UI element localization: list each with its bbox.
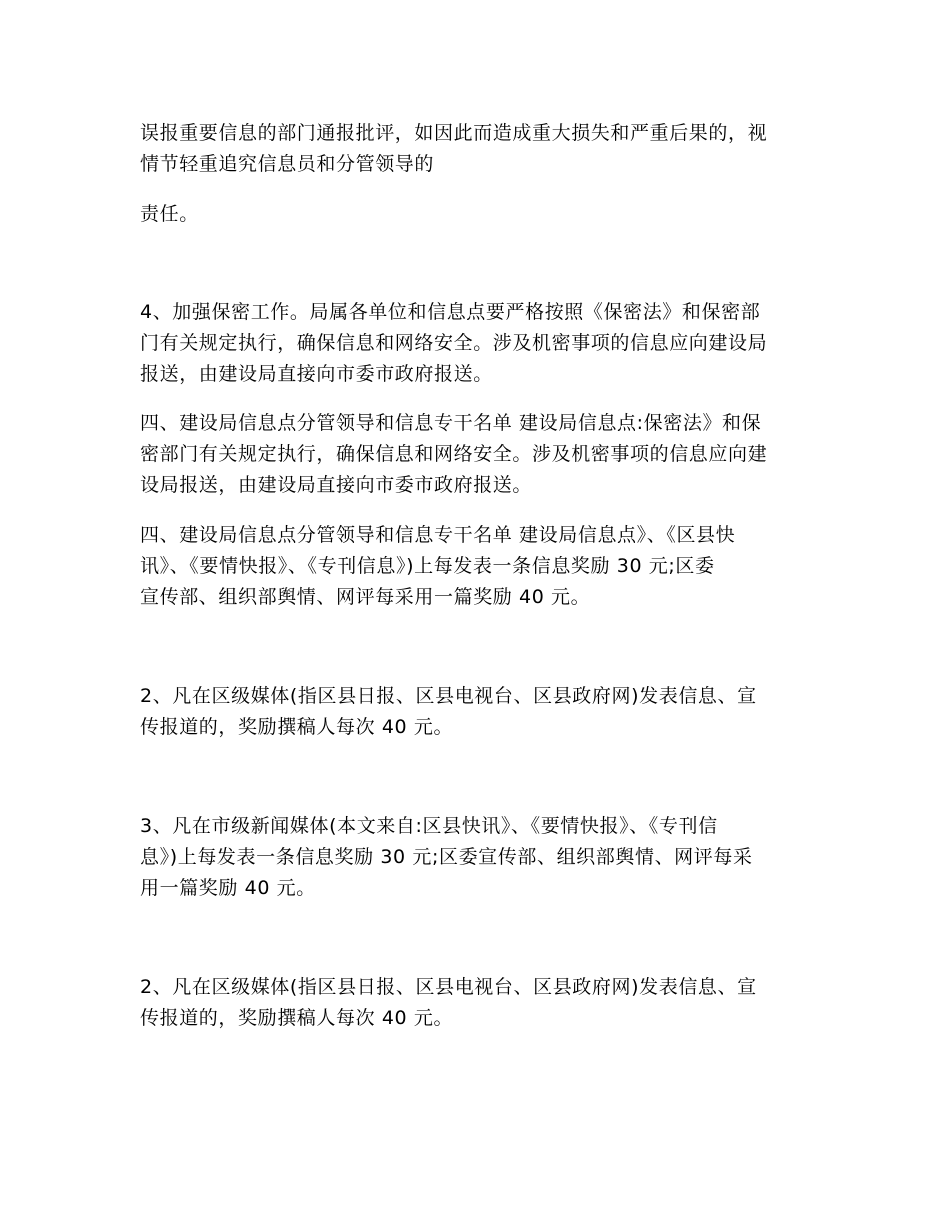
text-line: 误报重要信息的部门通报批评，如因此而造成重大损失和严重后果的，视 (140, 122, 768, 144)
text-line: 2、凡在区级媒体(指区县日报、区县电视台、区县政府网)发表信息、宣 (140, 976, 757, 998)
text-line: 四、建设局信息点分管领导和信息专干名单 建设局信息点》、《区县快 (140, 524, 736, 546)
text-line: 密部门有关规定执行，确保信息和网络安全。涉及机密事项的信息应向建 (140, 443, 768, 465)
text-line: 四、建设局信息点分管领导和信息专干名单 建设局信息点:保密法》和保 (140, 412, 762, 434)
text-line: 2、凡在区级媒体(指区县日报、区县电视台、区县政府网)发表信息、宣 (140, 685, 757, 707)
text-line: 3、凡在市级新闻媒体(本文来自:区县快讯》、《要情快报》、《专刊信 (140, 815, 718, 837)
text-line: 情节轻重追究信息员和分管领导的 (140, 153, 435, 175)
text-line: 责任。 (140, 203, 199, 225)
text-line: 讯》、《要情快报》、《专刊信息》)上每发表一条信息奖励 30 元;区委 (140, 555, 715, 577)
text-line: 传报道的，奖励撰稿人每次 40 元。 (140, 1007, 454, 1029)
text-line: 传报道的，奖励撰稿人每次 40 元。 (140, 716, 454, 738)
text-line: 报送，由建设局直接向市委市政府报送。 (140, 363, 493, 385)
text-line: 息》)上每发表一条信息奖励 30 元;区委宣传部、组织部舆情、网评每采 (140, 846, 753, 868)
text-line: 设局报送，由建设局直接向市委市政府报送。 (140, 474, 533, 496)
text-line: 用一篇奖励 40 元。 (140, 877, 316, 899)
text-line: 4、加强保密工作。局属各单位和信息点要严格按照《保密法》和保密部 (140, 301, 761, 323)
text-line: 门有关规定执行，确保信息和网络安全。涉及机密事项的信息应向建设局 (140, 332, 768, 354)
text-line: 宣传部、组织部舆情、网评每采用一篇奖励 40 元。 (140, 586, 591, 608)
